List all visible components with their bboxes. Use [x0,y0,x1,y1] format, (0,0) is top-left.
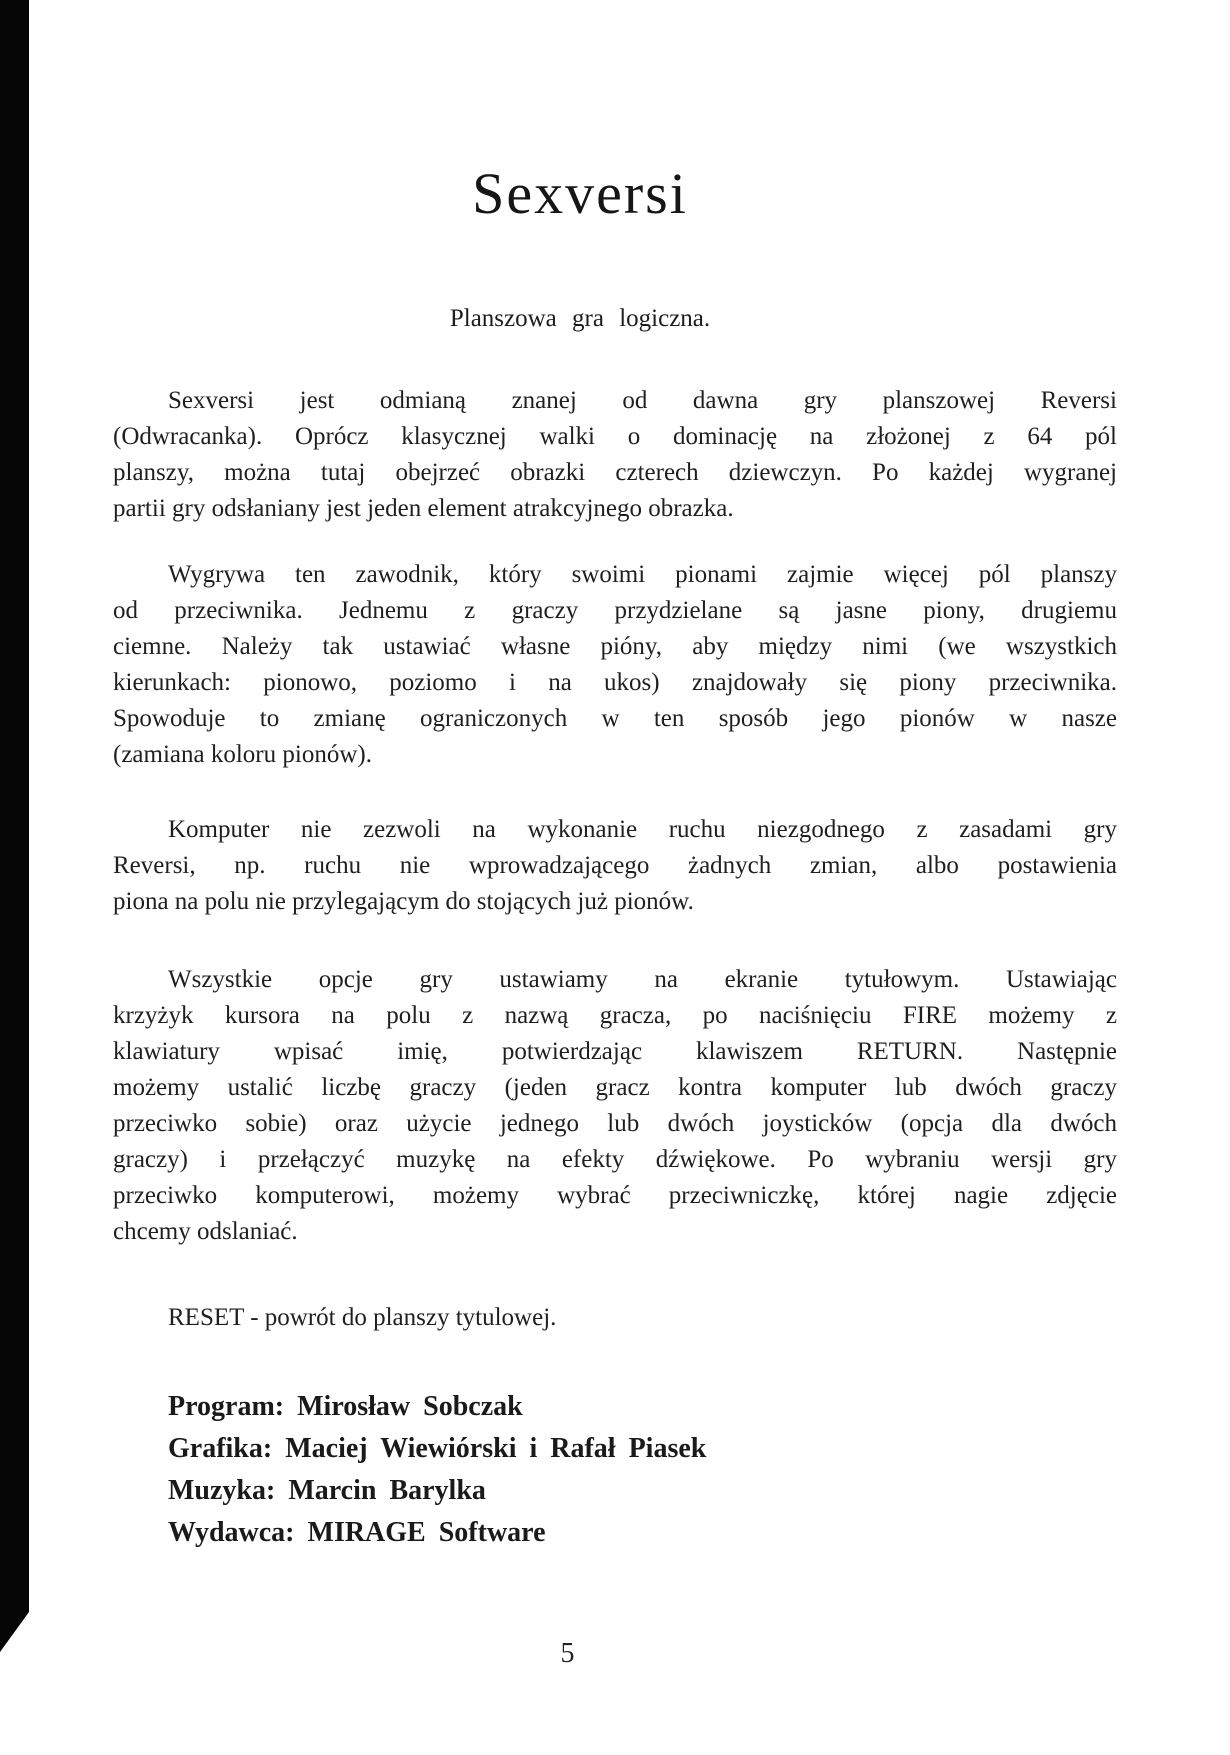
text-line: możemy ustalić liczbę graczy (jeden gracz kontra komputer lub dwóch graczy [113,1074,1117,1101]
page-number: 5 [560,1638,575,1669]
credit-value: MIRAGE Software [307,1517,546,1548]
credit-value: Mirosław Sobczak [297,1391,523,1422]
credit-muzyka [168,1470,1117,1512]
text-line: Reversi, np. ruchu nie wprowadzającego żadnych zmian, albo postawienia [113,852,1117,879]
credit-label: Program: [168,1391,285,1422]
credit-value: Marcin Barylka [288,1475,486,1506]
text-line: kierunkach: pionowo, poziomo i na ukos) znajdowały się piony przeciwnika. [113,669,1117,696]
credit-wydawca [168,1512,1117,1554]
text-line: przeciwko komputerowi, możemy wybrać przeciwniczkę, której nagie zdjęcie [113,1182,1117,1209]
credits-block [113,1386,1117,1554]
scan-gutter-bar [0,0,29,1612]
text-line: piona na polu nie przylegającym do stojących już pionów. [113,888,694,915]
text-line: Wygrywa ten zawodnik, który swoimi pionami zajmie więcej pól planszy [168,561,1117,588]
credit-label: Wydawca: [168,1517,295,1548]
paragraph-computer [113,812,1117,920]
text-line: planszy, można tutaj obejrzeć obrazki czterech dziewczyn. Po każdej wygranej [113,459,1117,486]
page-subtitle: Planszowa gra logiczna. [449,305,711,332]
paragraph-intro [113,383,1117,527]
text-line: chcemy odslaniać. [113,1218,298,1245]
credit-label: Grafika: [168,1433,273,1464]
text-line: przeciwko sobie) oraz użycie jednego lub dwóch joysticków (opcja dla dwóch [113,1110,1117,1137]
text-line: Sexversi jest odmianą znanej od dawna gry planszowej Reversi [168,387,1117,414]
text-line: od przeciwnika. Jednemu z graczy przydzielane są jasne piony, drugiemu [113,597,1117,624]
credit-grafika [168,1428,1117,1470]
text-line: klawiatury wpisać imię, potwierdzając klawiszem RETURN. Następnie [113,1038,1117,1065]
text-line: (zamiana koloru pionów). [113,741,372,768]
text-line: graczy) i przełączyć muzykę na efekty dźwiękowe. Po wybraniu wersji gry [113,1146,1117,1173]
text-line: Spowoduje to zmianę ograniczonych w ten sposób jego pionów w nasze [113,705,1117,732]
credit-label: Muzyka: [168,1475,276,1506]
credit-program [168,1386,1117,1428]
reset-note [113,1300,1117,1336]
paragraph-options [113,962,1117,1250]
credit-value: Maciej Wiewiórski i Rafał Piasek [285,1433,707,1464]
text-line: partii gry odsłaniany jest jeden element atrakcyjnego obrazka. [113,495,734,522]
text-line: Komputer nie zezwoli na wykonanie ruchu niezgodnego z zasadami gry [168,816,1117,843]
text-line: krzyżyk kursora na polu z nazwą gracza, po naciśnięciu FIRE możemy z [113,1002,1117,1029]
text-line: ciemne. Należy tak ustawiać własne pióny, aby między nimi (we wszystkich [113,633,1117,660]
page-title: Sexversi [472,161,688,226]
paragraph-rules [113,557,1117,773]
text-line: Wszystkie opcje gry ustawiamy na ekranie tytułowym. Ustawiając [168,966,1117,993]
text-line: (Odwracanka). Oprócz klasycznej walki o dominację na złożonej z 64 pól [113,423,1117,450]
reset-note-text: RESET - powrót do planszy tytulowej. [168,1304,557,1331]
